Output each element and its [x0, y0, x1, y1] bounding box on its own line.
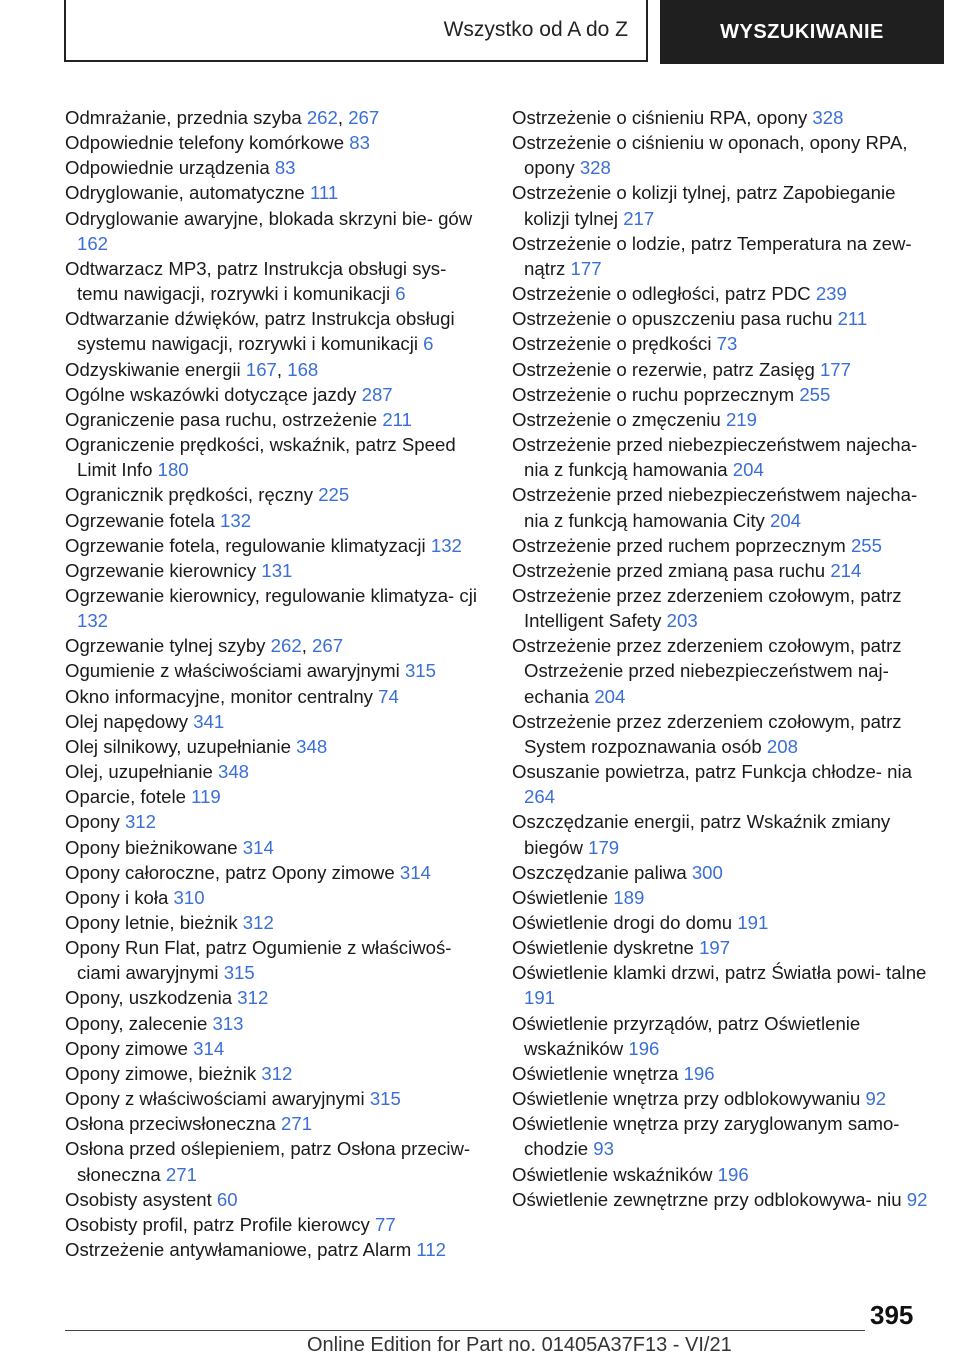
index-entry-term: Odtwarzanie dźwięków, patrz Instrukcja obsługi systemu nawigacji, rozrywki i komunikacji	[65, 308, 455, 355]
index-entry	[512, 1011, 937, 1061]
page-link[interactable]: 196	[717, 1163, 749, 1185]
page-link[interactable]: 132	[77, 610, 109, 632]
page-link[interactable]: 93	[593, 1138, 614, 1160]
index-entry	[65, 1111, 485, 1136]
page-link[interactable]: 217	[623, 207, 655, 229]
index-entry-term: Opony i koła	[65, 886, 169, 908]
index-entry	[512, 1061, 937, 1086]
index-entry	[512, 633, 937, 708]
index-entry-term: Ogólne wskazówki dotyczące jazdy	[65, 383, 357, 405]
index-entry-term: Opony zimowe	[65, 1037, 188, 1059]
index-entry	[65, 382, 485, 407]
footer-edition: Online Edition for Part no. 01405A37F13 - VI/21	[307, 1334, 732, 1356]
index-entry	[512, 935, 937, 960]
index-entry-term: Ogrzewanie fotela	[65, 509, 215, 531]
index-entry-term: Osłona przeciwsłoneczna	[65, 1113, 276, 1135]
page-link[interactable]: 255	[850, 534, 882, 556]
index-entry-term: Ostrzeżenie o ciśnieniu RPA, opony	[512, 107, 808, 128]
index-entry: Ogrzewanie tylnej szyby 262, 267	[65, 635, 344, 657]
index-entry-term: Oświetlenie wnętrza przy zaryglowanym samo‐ chodzie	[512, 1113, 900, 1160]
index-entry	[65, 1237, 485, 1262]
index-entry	[65, 1136, 485, 1186]
index-entry-term: Opony letnie, bieżnik	[65, 912, 238, 933]
page-link[interactable]: 267	[348, 107, 380, 128]
index-entry	[512, 809, 937, 859]
index-entry	[65, 910, 485, 935]
index-entry-term: Okno informacyjne, monitor centralny	[65, 685, 373, 707]
index-entry-term: Opony, uszkodzenia	[65, 987, 233, 1009]
index-entry	[65, 155, 485, 180]
index-entry	[512, 407, 937, 432]
index-entry-term: Ogrzewanie kierownicy	[65, 559, 257, 581]
index-entry-term: Opony, zalecenie	[65, 1012, 208, 1034]
index-entry-term: Ostrzeżenie o prędkości	[512, 333, 712, 355]
page-link[interactable]: 208	[766, 735, 798, 757]
index-entry-term: Ogrzewanie fotela, regulowanie klimatyzacji	[65, 534, 426, 556]
index-entry-term: Ostrzeżenie o ruchu poprzecznym	[512, 383, 795, 405]
index-entry-term: Ostrzeżenie przez zderzeniem czołowym, patrz Ostrzeżenie przed niebezpieczeństwem naj‐ echania	[512, 635, 902, 707]
index-entry-term: Ogumienie z właściwościami awaryjnymi	[65, 660, 400, 682]
index-entry-term: Olej, uzupełnianie	[65, 761, 213, 783]
index-entry	[512, 130, 937, 180]
index-entry-term: Ostrzeżenie o zmęczeniu	[512, 408, 721, 430]
page-link[interactable]: 83	[274, 157, 296, 179]
page-link[interactable]: 196	[683, 1062, 715, 1084]
index-entry-term: Ostrzeżenie przez zderzeniem czołowym, patrz System rozpoznawania osób	[512, 710, 902, 757]
index-entry	[512, 583, 937, 633]
index-entry-term: Opony Run Flat, patrz Ogumienie z właściwoś‐ ciami awaryjnymi	[65, 937, 452, 984]
page-link[interactable]: 60	[216, 1188, 238, 1210]
index-entry-term: Osuszanie powietrza, patrz Funkcja chłodze‐ nia	[512, 761, 912, 783]
page-link[interactable]: 83	[349, 132, 370, 154]
index-entry	[65, 130, 485, 155]
page-link[interactable]: 315	[223, 962, 255, 984]
index-entry	[512, 482, 937, 532]
index-entry-term: Oświetlenie	[512, 886, 609, 908]
index-entry-term: Ostrzeżenie o rezerwie, patrz Zasięg	[512, 358, 815, 380]
page-link[interactable]: 313	[212, 1012, 244, 1034]
index-entry-term: Ogrzewanie tylnej szyby	[65, 635, 266, 657]
page-link[interactable]: 196	[628, 1037, 660, 1059]
index-entry-term: Ostrzeżenie o ciśnieniu w oponach, opony RPA, opony	[512, 132, 908, 179]
page-link[interactable]: 180	[157, 459, 189, 481]
index-entry-term: Oświetlenie zewnętrzne przy odblokowywa‐ niu	[512, 1188, 902, 1210]
page-link[interactable]: 287	[361, 383, 393, 405]
index-entry	[512, 306, 937, 331]
page-link[interactable]: 6	[423, 333, 434, 355]
index-entry-term: Ostrzeżenie przed zmianą pasa ruchu	[512, 559, 826, 581]
page-link[interactable]: 211	[837, 308, 868, 330]
index-column-right	[512, 105, 937, 1212]
index-entry-term: Odzyskiwanie energii	[65, 358, 241, 380]
page-link[interactable]: 203	[666, 610, 698, 632]
index-entry	[512, 382, 937, 407]
page-link[interactable]: 315	[369, 1088, 401, 1110]
page-link[interactable]: 112	[416, 1239, 447, 1261]
page-link[interactable]: 111	[309, 182, 339, 204]
index-entry-term: Oświetlenie drogi do domu	[512, 912, 733, 933]
index-entry-term: Ostrzeżenie przed niebezpieczeństwem najecha‐ nia z funkcją hamowania	[512, 434, 918, 481]
page-link[interactable]: 271	[281, 1113, 313, 1135]
index-entry	[512, 1162, 937, 1187]
index-entry	[512, 432, 937, 482]
index-entry	[512, 231, 937, 281]
index-entry	[65, 860, 485, 885]
index-entry	[65, 482, 485, 507]
page-number: 395	[870, 1300, 914, 1330]
index-entry-term: Ostrzeżenie o odległości, patrz PDC	[512, 283, 811, 305]
page-link[interactable]: 131	[261, 559, 293, 581]
page-link[interactable]: 239	[815, 283, 847, 305]
index-entry	[512, 960, 937, 1010]
page-link[interactable]: 189	[613, 886, 645, 908]
index-entry	[65, 1086, 485, 1111]
page-link[interactable]: 312	[261, 1062, 293, 1084]
page-link[interactable]: 132	[220, 509, 252, 531]
index-entry	[65, 432, 485, 482]
index-entry	[65, 180, 485, 205]
page-link[interactable]: 204	[769, 509, 802, 531]
page-link[interactable]: 191	[737, 912, 769, 933]
page-link[interactable]: 167	[245, 358, 277, 380]
page-link[interactable]: 214	[830, 559, 862, 581]
page-link[interactable]: 119	[191, 786, 221, 808]
page-link[interactable]: 348	[218, 761, 250, 783]
page-link[interactable]: 264	[524, 786, 556, 808]
index-entry	[65, 684, 485, 709]
index-entry	[65, 935, 485, 985]
page-link[interactable]: 312	[242, 912, 274, 933]
index-entry	[512, 885, 937, 910]
index-entry	[512, 910, 937, 935]
index-entry-term: Ostrzeżenie o lodzie, patrz Temperatura na zew‐ nątrz	[512, 232, 912, 279]
index-entry-term: Olej napędowy	[65, 710, 189, 732]
page-link[interactable]: 73	[716, 333, 738, 355]
index-entry	[65, 1187, 485, 1212]
index-entry	[65, 306, 485, 356]
index-entry-term: Ostrzeżenie o kolizji tylnej, patrz Zapobieganie kolizji tylnej	[512, 182, 896, 229]
page-link[interactable]: 312	[237, 987, 269, 1009]
page-link[interactable]: 328	[579, 157, 611, 179]
page-link[interactable]: 314	[399, 861, 431, 883]
page-link[interactable]: 225	[318, 484, 350, 506]
page-link[interactable]: 162	[77, 232, 109, 254]
page-link[interactable]: 74	[378, 685, 399, 707]
index-entry	[65, 1036, 485, 1061]
index-entry-term: Ostrzeżenie przez zderzeniem czołowym, patrz Intelligent Safety	[512, 584, 902, 632]
index-entry	[512, 105, 937, 130]
index-entry	[65, 709, 485, 734]
index-entry-term: Odmrażanie, przednia szyba	[65, 107, 302, 128]
index-entry-term: Opony całoroczne, patrz Opony zimowe	[65, 861, 395, 883]
page-link[interactable]: 262	[306, 107, 338, 128]
index-entry-term: Oświetlenie dyskretne	[512, 937, 694, 959]
tab-a-to-z-label: Wszystko od A do Z	[443, 18, 628, 41]
page-link[interactable]: 328	[812, 107, 844, 128]
page-link[interactable]: 310	[173, 886, 205, 908]
index-entry	[65, 206, 485, 256]
page-link[interactable]: 197	[699, 937, 731, 959]
index-entry	[65, 407, 485, 432]
page-link[interactable]: 314	[242, 836, 274, 858]
index-entry-term: Ogrzewanie kierownicy, regulowanie klimatyza‐ cji	[65, 584, 477, 606]
index-entry-term: Odryglowanie, automatyczne	[65, 182, 305, 204]
page-link[interactable]: 92	[906, 1188, 928, 1210]
page-link[interactable]: 179	[588, 836, 620, 858]
index-entry	[512, 709, 937, 759]
index-entry	[65, 558, 485, 583]
index-entry-term: Oświetlenie wnętrza	[512, 1062, 679, 1084]
index-entry	[65, 784, 485, 809]
index-entry-term: Oświetlenie wnętrza przy odblokowywaniu	[512, 1088, 861, 1110]
page-link[interactable]: 168	[287, 358, 319, 380]
page-header	[64, 0, 944, 66]
index-entry-term: Ostrzeżenie przed niebezpieczeństwem najecha‐ nia z funkcją hamowania City	[512, 484, 918, 531]
page-link[interactable]: 262	[270, 635, 302, 657]
index-entry	[512, 331, 937, 356]
index-column-left	[65, 105, 485, 1262]
index-entry-term: Opony bieżnikowane	[65, 836, 238, 858]
index-entry-term: Ostrzeżenie przed ruchem poprzecznym	[512, 534, 846, 556]
index-entry-term: Ogranicznik prędkości, ręczny	[65, 484, 314, 506]
index-entry	[512, 180, 937, 230]
index-entry	[512, 759, 937, 809]
index-entry	[65, 809, 485, 834]
index-entry	[512, 533, 937, 558]
index-entry-term: Oparcie, fotele	[65, 786, 186, 808]
index-entry-term: Oświetlenie wskaźników	[512, 1163, 713, 1185]
index-entry-term: Ostrzeżenie o opuszczeniu pasa ruchu	[512, 308, 833, 330]
index-entry	[65, 583, 485, 633]
index-entry-term: Osobisty asystent	[65, 1188, 212, 1210]
page-link[interactable]: 132	[430, 534, 462, 556]
index-entry	[65, 1212, 485, 1237]
index-entry-term: Osłona przed oślepieniem, patrz Osłona przeciw‐ słoneczna	[65, 1138, 471, 1185]
index-entry	[65, 658, 485, 683]
index-entry-term: Opony	[65, 811, 120, 833]
index-entry-term: Oświetlenie przyrządów, patrz Oświetlenie wskaźników	[512, 1012, 861, 1059]
index-entry	[512, 1086, 937, 1111]
page-link[interactable]: 191	[524, 987, 556, 1009]
index-entry-term: Oszczędzanie paliwa	[512, 861, 687, 883]
index-entry	[65, 508, 485, 533]
page-link[interactable]: 6	[395, 283, 406, 305]
index-entry	[512, 558, 937, 583]
tab-search[interactable]	[660, 0, 944, 64]
page-link[interactable]: 219	[725, 408, 757, 430]
index-entry	[512, 357, 937, 382]
index-entry	[65, 835, 485, 860]
index-entry-term: Osobisty profil, patrz Profile kierowcy	[65, 1213, 370, 1235]
page-link[interactable]: 315	[404, 660, 436, 682]
index-entry-term: Ograniczenie pasa ruchu, ostrzeżenie	[65, 408, 378, 430]
page-link[interactable]: 314	[193, 1037, 225, 1059]
index-entry-term: Odtwarzacz MP3, patrz Instrukcja obsługi sys‐ temu nawigacji, rozrywki i komunikacji	[65, 257, 447, 305]
page-link[interactable]: 211	[382, 408, 412, 430]
index-entry-term: Olej silnikowy, uzupełnianie	[65, 735, 291, 757]
index-entry	[512, 1187, 937, 1212]
page-link[interactable]: 312	[124, 811, 156, 833]
index-entry-term: Ostrzeżenie antywłamaniowe, patrz Alarm	[65, 1239, 412, 1261]
index-entry-term: Oszczędzanie energii, patrz Wskaźnik zmiany biegów	[512, 811, 891, 858]
page-link[interactable]: 177	[819, 358, 851, 380]
index-entry	[65, 533, 485, 558]
footer-divider	[65, 1330, 865, 1331]
page-link[interactable]: 300	[691, 861, 723, 883]
index-entry	[65, 759, 485, 784]
page-link[interactable]: 204	[594, 685, 626, 707]
index-entry	[65, 1011, 485, 1036]
page-link[interactable]: 348	[296, 735, 328, 757]
index-entry	[512, 1111, 937, 1161]
index-entry	[65, 256, 485, 306]
page-link[interactable]: 271	[165, 1163, 197, 1185]
index-entry: Odzyskiwanie energii 167, 168	[65, 358, 319, 380]
index-entry	[65, 734, 485, 759]
tab-a-to-z[interactable]	[64, 0, 648, 62]
index-entry: Odmrażanie, przednia szyba 262, 267	[65, 107, 380, 128]
index-entry	[65, 885, 485, 910]
tab-search-label: WYSZUKIWANIE	[720, 20, 884, 43]
page-link[interactable]: 341	[193, 710, 225, 732]
index-entry-term: Opony zimowe, bieżnik	[65, 1062, 257, 1084]
index-entry	[65, 1061, 485, 1086]
page-link[interactable]: 77	[375, 1213, 396, 1235]
page-link[interactable]: 177	[570, 257, 602, 279]
index-entry	[65, 985, 485, 1010]
index-entry-term: Odpowiednie telefony komórkowe	[65, 132, 345, 154]
index-entry-term: Ograniczenie prędkości, wskaźnik, patrz Speed Limit Info	[65, 434, 456, 481]
page-link[interactable]: 92	[865, 1088, 887, 1110]
index-entry	[512, 860, 937, 885]
page-link[interactable]: 255	[799, 383, 831, 405]
index-entry-term: Oświetlenie klamki drzwi, patrz Światła powi‐ talne	[512, 962, 927, 984]
index-entry-term: Opony z właściwościami awaryjnymi	[65, 1088, 365, 1110]
index-entry	[512, 281, 937, 306]
index-entry-term: Odryglowanie awaryjne, blokada skrzyni bie‐ gów	[65, 207, 473, 229]
page-link[interactable]: 267	[312, 635, 344, 657]
page-link[interactable]: 204	[732, 459, 764, 481]
index-entry-term: Odpowiednie urządzenia	[65, 157, 270, 179]
